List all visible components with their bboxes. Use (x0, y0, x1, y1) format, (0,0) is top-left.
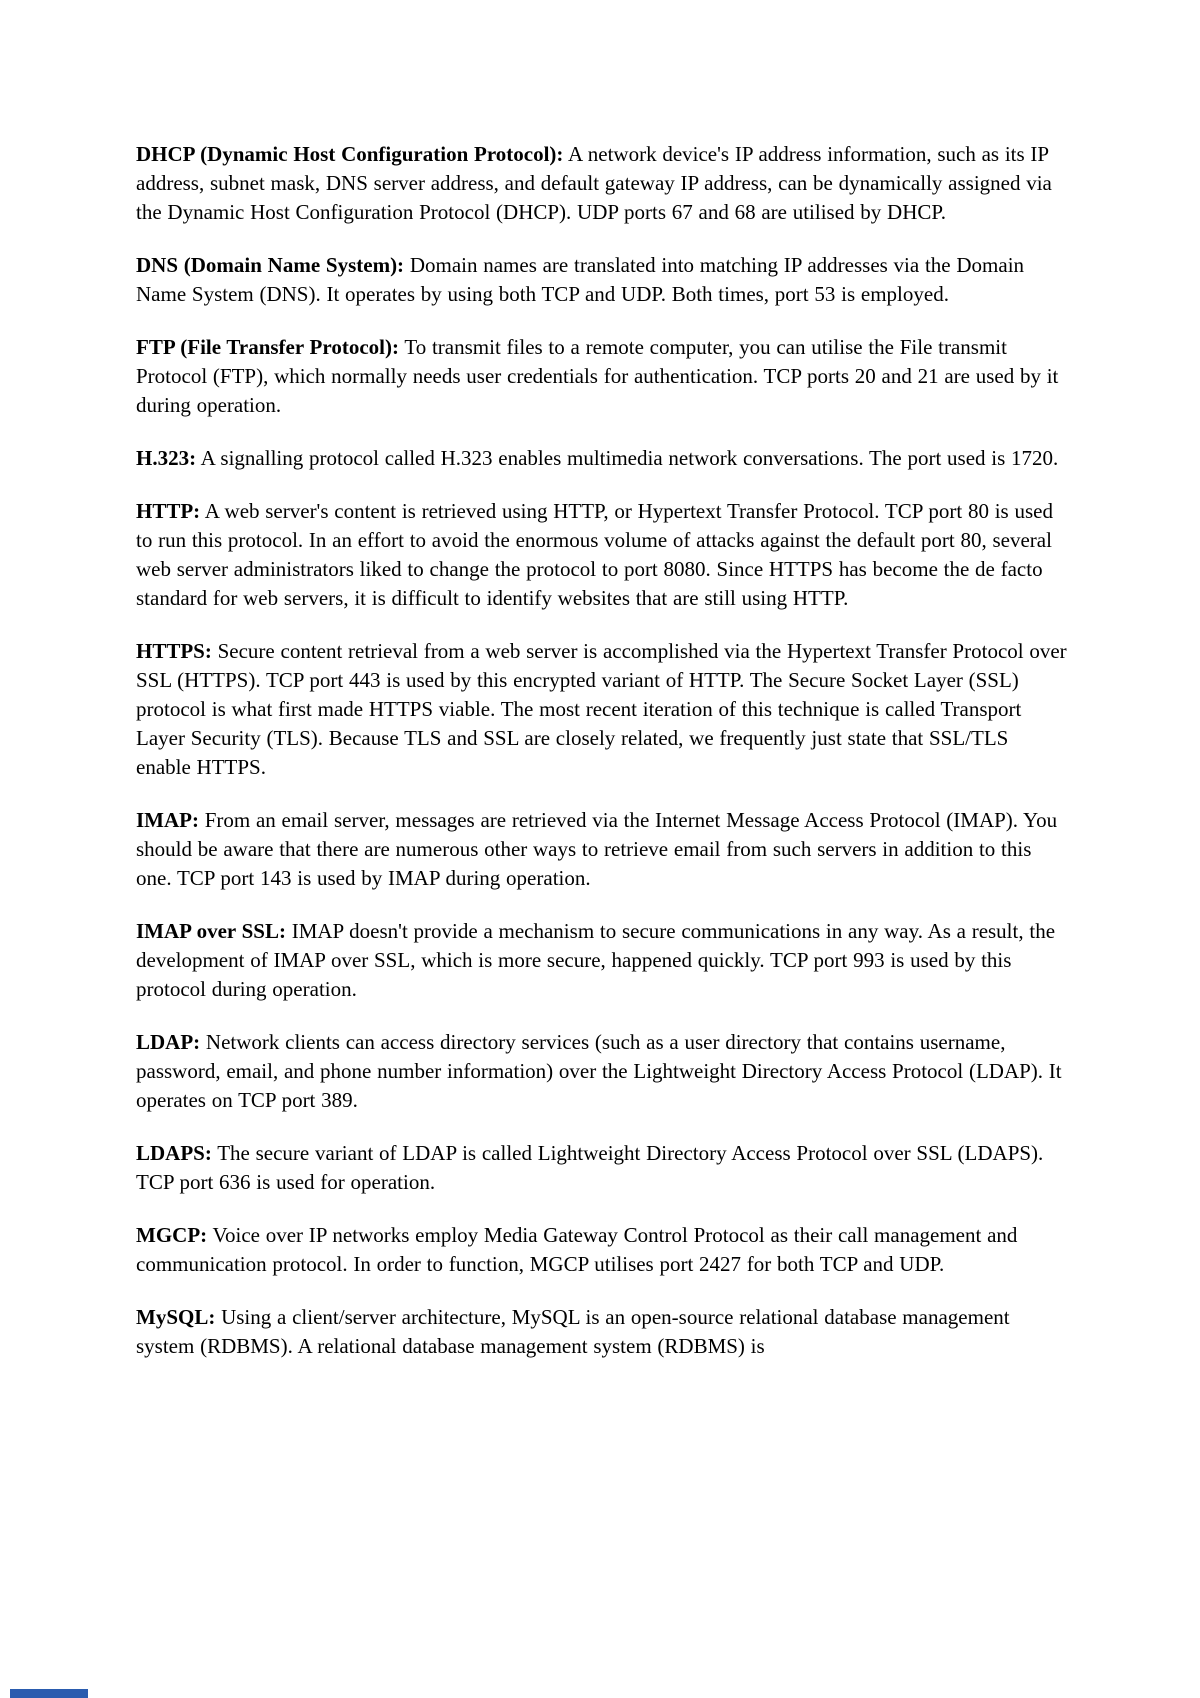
protocol-definition-paragraph (136, 251, 1068, 309)
protocol-definition-paragraph (136, 1221, 1068, 1279)
document-body (136, 140, 1068, 1385)
protocol-definition-text: Domain names are translated into matching IP addresses via the Domain Name System (DNS). It operates by using both TCP and UDP. Both times, port 53 is employed. (136, 253, 1025, 306)
protocol-term: MySQL: (136, 1305, 216, 1329)
protocol-definition-text: Secure content retrieval from a web server is accomplished via the Hypertext Transfer Protocol over SSL (HTTPS). TCP port 443 is used by this encrypted variant of HTTP. The Secure Socket Layer (SSL) protocol is what first made HTTPS viable. The most recent iteration of this technique is called Transport Layer Security (TLS). Because TLS and SSL are closely related, we frequently just state that SSL/TLS enable HTTPS. (136, 639, 1067, 779)
protocol-term: IMAP: (136, 808, 199, 832)
protocol-term: H.323: (136, 446, 197, 470)
protocol-term: HTTP: (136, 499, 201, 523)
protocol-definition-text: Voice over IP networks employ Media Gateway Control Protocol as their call management and communication protocol. In order to function, MGCP utilises port 2427 for both TCP and UDP. (136, 1223, 1018, 1276)
protocol-definition-paragraph (136, 917, 1068, 1004)
protocol-definition-paragraph (136, 637, 1068, 782)
protocol-definition-paragraph (136, 140, 1068, 227)
protocol-term: DNS (Domain Name System): (136, 253, 405, 277)
protocol-definition-text: Using a client/server architecture, MySQL is an open-source relational database management system (RDBMS). A relational database management system (RDBMS) is (136, 1305, 1010, 1358)
protocol-definition-text: Network clients can access directory services (such as a user directory that contains username, password, email, and phone number information) over the Lightweight Directory Access Protocol (LDAP). It operates on TCP port 389. (136, 1030, 1062, 1112)
protocol-definition-text: To transmit files to a remote computer, you can utilise the File transmit Protocol (FTP), which normally needs user credentials for authentication. TCP ports 20 and 21 are used by it during operation. (136, 335, 1059, 417)
protocol-term: LDAPS: (136, 1141, 212, 1165)
protocol-definition-text: From an email server, messages are retrieved via the Internet Message Access Protocol (IMAP). You should be aware that there are numerous other ways to retrieve email from such servers in addition to this one. TCP port 143 is used by IMAP during operation. (136, 808, 1058, 890)
protocol-definition-paragraph (136, 497, 1068, 613)
protocol-definition-paragraph (136, 1028, 1068, 1115)
protocol-term: FTP (File Transfer Protocol): (136, 335, 399, 359)
page-corner-mark (10, 1689, 88, 1698)
protocol-term: IMAP over SSL: (136, 919, 286, 943)
protocol-definition-text: A network device's IP address information, such as its IP address, subnet mask, DNS server address, and default gateway IP address, can be dynamically assigned via the Dynamic Host Configuration Protocol (DHCP). UDP ports 67 and 68 are utilised by DHCP. (136, 142, 1052, 224)
protocol-definition-text: The secure variant of LDAP is called Lightweight Directory Access Protocol over SSL (LDAPS). TCP port 636 is used for operation. (136, 1141, 1044, 1194)
protocol-definition-paragraph (136, 333, 1068, 420)
protocol-definition-paragraph (136, 444, 1068, 473)
protocol-definition-paragraph (136, 806, 1068, 893)
protocol-definition-text: A web server's content is retrieved using HTTP, or Hypertext Transfer Protocol. TCP port 80 is used to run this protocol. In an effort to avoid the enormous volume of attacks against the default port 80, several web server administrators liked to change the protocol to port 8080. Since HTTPS has become the de facto standard for web servers, it is difficult to identify websites that are still using HTTP. (136, 499, 1053, 610)
protocol-term: HTTPS: (136, 639, 212, 663)
protocol-term: DHCP (Dynamic Host Configuration Protocol): (136, 142, 564, 166)
protocol-definition-text: IMAP doesn't provide a mechanism to secure communications in any way. As a result, the development of IMAP over SSL, which is more secure, happened quickly. TCP port 993 is used by this protocol during operation. (136, 919, 1056, 1001)
protocol-definition-paragraph (136, 1303, 1068, 1361)
protocol-definition-paragraph (136, 1139, 1068, 1197)
protocol-definition-text: A signalling protocol called H.323 enables multimedia network conversations. The port used is 1720. (200, 446, 1059, 470)
protocol-term: MGCP: (136, 1223, 208, 1247)
protocol-term: LDAP: (136, 1030, 201, 1054)
